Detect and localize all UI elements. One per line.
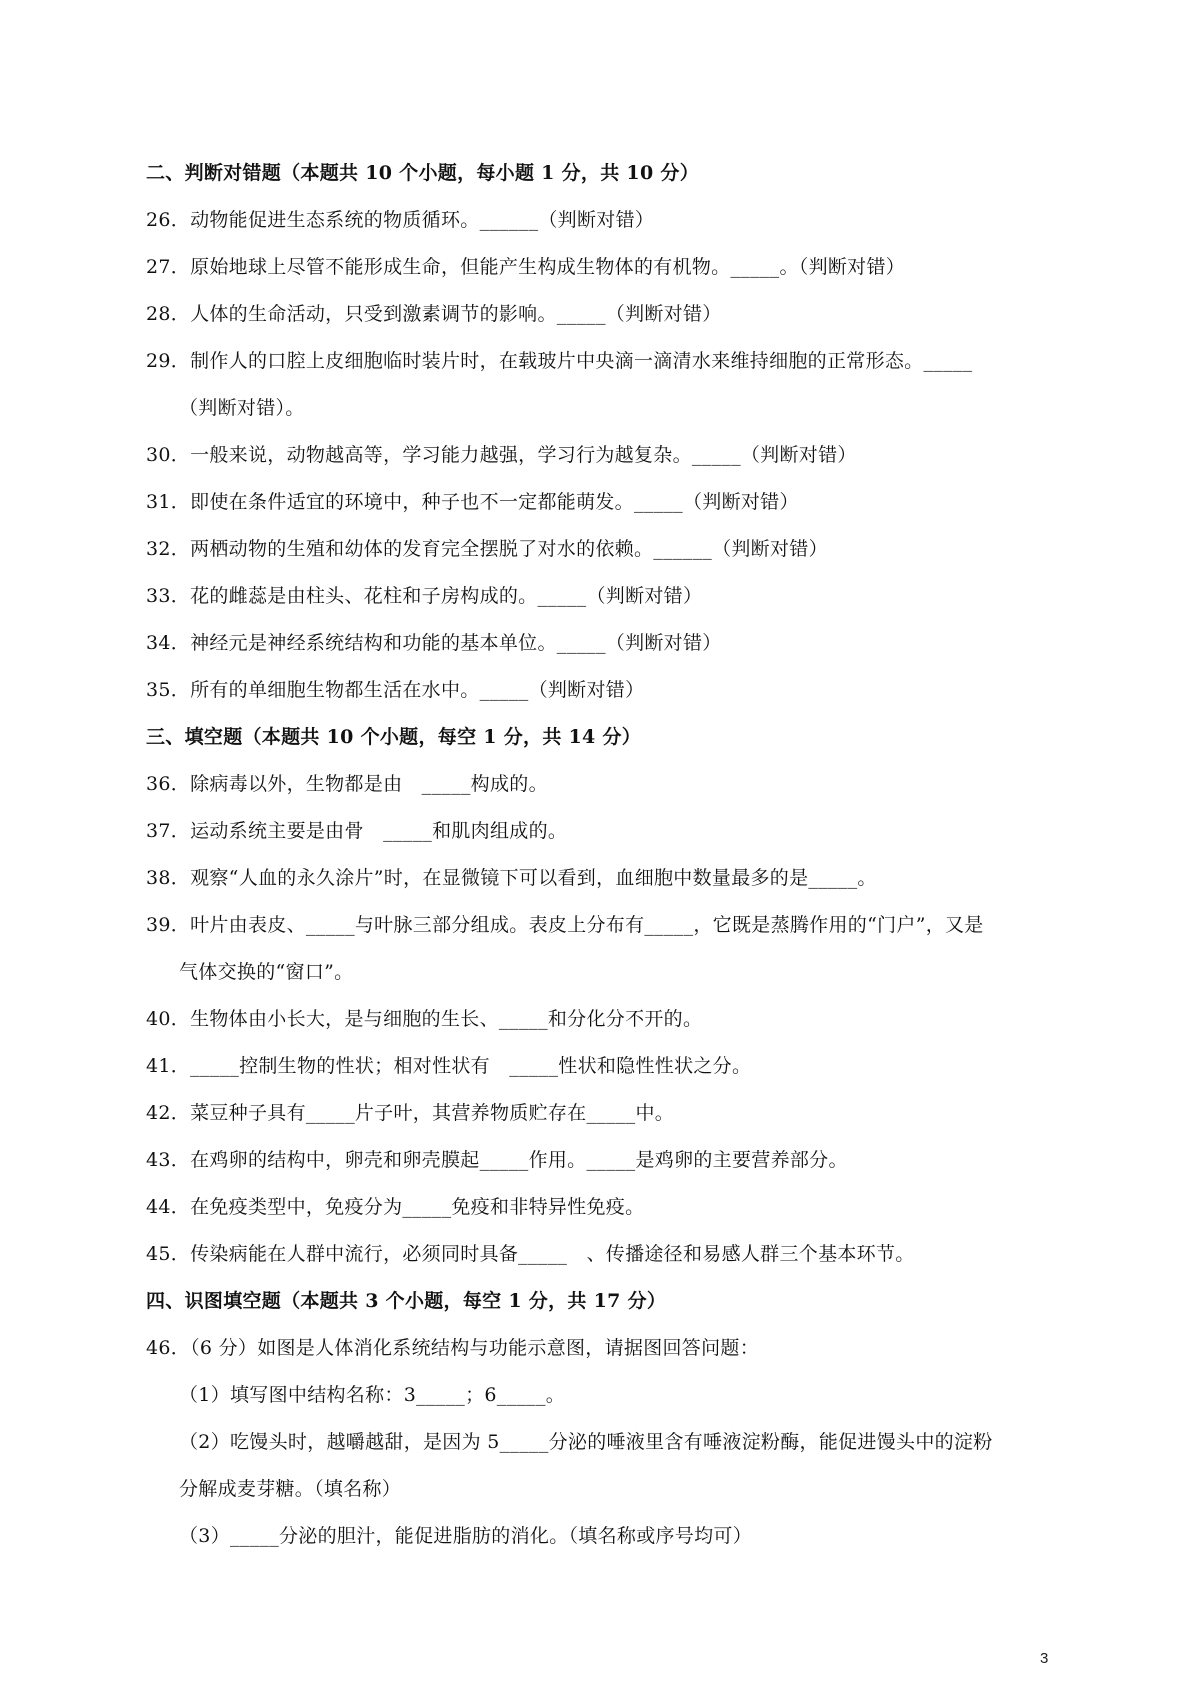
- page-content: [146, 150, 1076, 1560]
- question-30: 30．一般来说，动物越高等，学习能力越强，学习行为越复杂。_____（判断对错）: [146, 444, 857, 466]
- question-45: 45．传染病能在人群中流行，必须同时具备_____ 、传播途径和易感人群三个基本环节。: [146, 1243, 915, 1265]
- question-31: 31．即使在条件适宜的环境中，种子也不一定都能萌发。_____（判断对错）: [146, 491, 799, 513]
- question-29-continued: （判断对错）。: [179, 397, 305, 419]
- question-42: 42．菜豆种子具有_____片子叶，其营养物质贮存在_____中。: [146, 1102, 675, 1124]
- section-2-heading: 二、判断对错题（本题共 10 个小题，每小题 1 分，共 10 分）: [146, 162, 699, 184]
- section-4-heading: 四、识图填空题（本题共 3 个小题，每空 1 分，共 17 分）: [146, 1290, 667, 1312]
- question-32: 32．两栖动物的生殖和幼体的发育完全摆脱了对水的依赖。______（判断对错）: [146, 538, 828, 560]
- section-3-heading: 三、填空题（本题共 10 个小题，每空 1 分，共 14 分）: [146, 726, 642, 748]
- question-36: 36．除病毒以外，生物都是由 _____构成的。: [146, 773, 548, 795]
- question-27: 27．原始地球上尽管不能形成生命，但能产生构成生物体的有机物。_____。（判断对错）: [146, 256, 906, 278]
- question-39-continued: 气体交换的“窗口”。: [179, 961, 354, 983]
- question-39: 39．叶片由表皮、_____与叶脉三部分组成。表皮上分布有_____，它既是蒸腾作用的“门户”，又是: [146, 914, 984, 936]
- question-37: 37．运动系统主要是由骨 _____和肌肉组成的。: [146, 820, 568, 842]
- question-46-part-2-continued: 分解成麦芽糖。（填名称）: [179, 1478, 402, 1500]
- question-40: 40．生物体由小长大，是与细胞的生长、_____和分化分不开的。: [146, 1008, 703, 1030]
- question-46-part-1: （1）填写图中结构名称：3_____；6_____。: [179, 1384, 566, 1406]
- question-43: 43．在鸡卵的结构中，卵壳和卵壳膜起_____作用。_____是鸡卵的主要营养部分。: [146, 1149, 848, 1171]
- question-34: 34．神经元是神经系统结构和功能的基本单位。_____（判断对错）: [146, 632, 722, 654]
- question-35: 35．所有的单细胞生物都生活在水中。_____（判断对错）: [146, 679, 645, 701]
- question-38: 38．观察“人血的永久涂片”时，在显微镜下可以看到，血细胞中数量最多的是_____。: [146, 867, 877, 889]
- question-46-part-3: （3）_____分泌的胆汁，能促进脂肪的消化。（填名称或序号均可）: [179, 1525, 752, 1547]
- page-number: 3: [1040, 1650, 1049, 1667]
- question-29: 29．制作人的口腔上皮细胞临时装片时，在载玻片中央滴一滴清水来维持细胞的正常形态。_____: [146, 350, 973, 372]
- question-26: 26．动物能促进生态系统的物质循环。______（判断对错）: [146, 209, 655, 231]
- question-33: 33．花的雌蕊是由柱头、花柱和子房构成的。_____（判断对错）: [146, 585, 703, 607]
- question-44: 44．在免疫类型中，免疫分为_____免疫和非特异性免疫。: [146, 1196, 645, 1218]
- question-28: 28．人体的生命活动，只受到激素调节的影响。_____（判断对错）: [146, 303, 722, 325]
- question-41: 41．_____控制生物的性状；相对性状有 _____性状和隐性性状之分。: [146, 1055, 752, 1077]
- question-46: 46．（6 分）如图是人体消化系统结构与功能示意图，请据图回答问题：: [146, 1337, 760, 1359]
- question-46-part-2: （2）吃馒头时，越嚼越甜，是因为 5_____分泌的唾液里含有唾液淀粉酶，能促进馒头中的淀粉: [179, 1431, 993, 1453]
